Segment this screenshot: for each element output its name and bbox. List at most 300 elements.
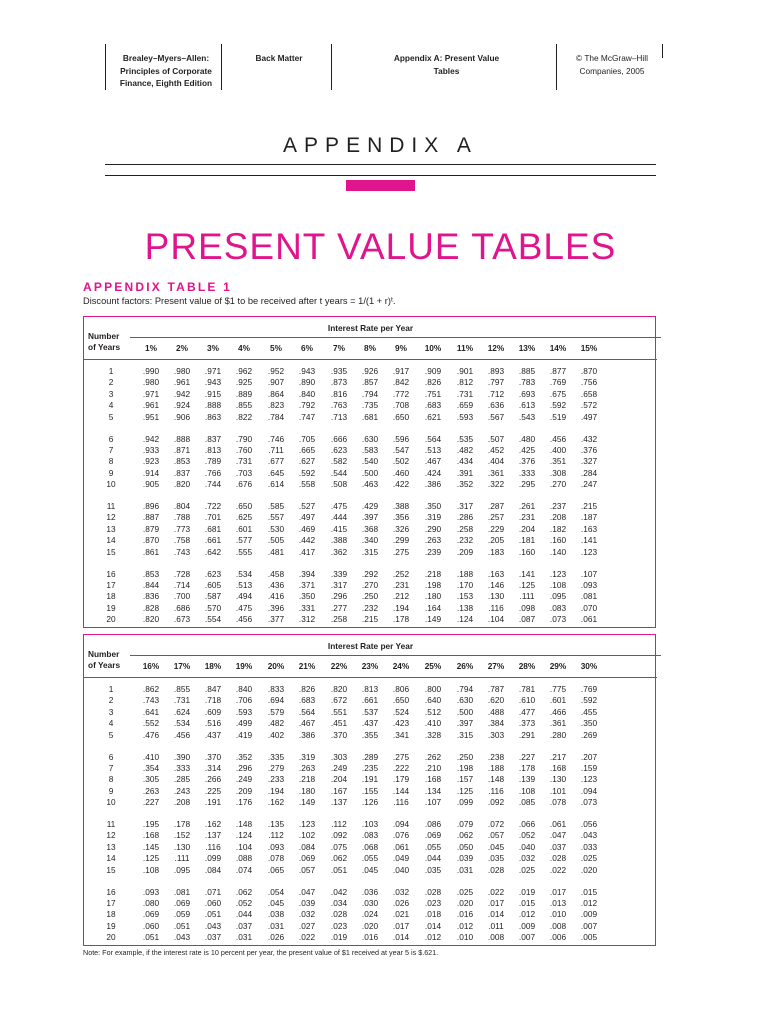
discount-factor-cell: .235 xyxy=(361,762,379,773)
discount-factor-cell: .718 xyxy=(204,695,222,706)
discount-factor-cell: .073 xyxy=(580,797,598,808)
discount-factor-cell: .870 xyxy=(580,366,598,376)
discount-factor-cell: .123 xyxy=(549,568,567,579)
discount-factor-cell: .341 xyxy=(392,729,410,740)
discount-factor-cell: .681 xyxy=(361,411,379,422)
discount-factor-cell: .209 xyxy=(235,785,253,796)
discount-factor-cell: .661 xyxy=(361,695,379,706)
discount-factor-cell: .317 xyxy=(330,579,348,590)
rate-column-header: 23% xyxy=(361,661,379,671)
rate-column-header: 29% xyxy=(549,661,567,671)
discount-factor-cell: .416 xyxy=(267,591,285,602)
discount-factor-cell: .467 xyxy=(298,718,316,729)
discount-factor-cell: .024 xyxy=(361,909,379,920)
discount-factor-cell: .116 xyxy=(488,602,504,613)
discount-factor-cell: .494 xyxy=(235,591,253,602)
discount-factor-cell: .423 xyxy=(392,718,410,729)
discount-factor-cell: .582 xyxy=(330,456,348,467)
discount-factor-cell: .751 xyxy=(424,388,442,399)
discount-factor-cell: .026 xyxy=(267,932,285,943)
discount-factor-cell: .621 xyxy=(424,411,442,422)
discount-factor-cell: .935 xyxy=(330,366,348,376)
year-label: 15 xyxy=(106,864,116,875)
discount-factor-cell: .141 xyxy=(580,535,598,546)
discount-factor-cell: .436 xyxy=(267,579,285,590)
discount-factor-cell: .007 xyxy=(518,932,536,943)
discount-factor-cell: .376 xyxy=(580,444,598,455)
discount-factor-cell: .705 xyxy=(298,433,316,444)
discount-factor-cell: .570 xyxy=(204,602,222,613)
discount-factor-cell: .080 xyxy=(142,897,160,908)
discount-factor-cell: .052 xyxy=(235,897,253,908)
discount-factor-cell: .962 xyxy=(235,366,253,376)
discount-factor-cell: .456 xyxy=(235,614,253,625)
discount-factor-cell: .800 xyxy=(424,684,442,694)
year-label: 11 xyxy=(106,819,116,829)
discount-factor-cell: .314 xyxy=(204,762,222,773)
discount-factor-cell: .076 xyxy=(392,830,410,841)
discount-factor-cell: .794 xyxy=(361,388,379,399)
discount-factor-cell: .497 xyxy=(298,512,316,523)
discount-factor-cell: .181 xyxy=(518,535,536,546)
discount-factor-cell: .286 xyxy=(456,512,474,523)
discount-factor-cell: .482 xyxy=(267,718,285,729)
discount-factor-cell: .102 xyxy=(298,830,316,841)
discount-factor-cell: .500 xyxy=(456,706,474,717)
discount-factor-cell: .456 xyxy=(549,433,567,444)
discount-factor-cell: .942 xyxy=(142,433,160,444)
discount-factor-cell: .794 xyxy=(456,684,474,694)
discount-factor-cell: .081 xyxy=(173,886,191,897)
discount-factor-cell: .437 xyxy=(361,718,379,729)
discount-factor-cell: .516 xyxy=(204,718,222,729)
discount-factor-cell: .873 xyxy=(330,377,348,388)
discount-factor-cell: .031 xyxy=(235,932,253,943)
discount-factor-cell: .140 xyxy=(549,546,567,557)
discount-factor-cell: .247 xyxy=(580,479,598,490)
discount-factor-cell: .025 xyxy=(518,864,536,875)
discount-factor-cell: .011 xyxy=(488,920,504,931)
discount-factor-cell: .016 xyxy=(361,932,379,943)
discount-factor-cell: .350 xyxy=(298,591,316,602)
discount-factor-cell: .700 xyxy=(173,591,191,602)
discount-factor-cell: .194 xyxy=(267,785,285,796)
year-label: 9 xyxy=(108,785,114,796)
discount-factor-cell: .191 xyxy=(204,797,222,808)
discount-factor-cell: .125 xyxy=(142,853,160,864)
discount-factor-cell: .530 xyxy=(267,523,285,534)
discount-factor-cell: .262 xyxy=(424,751,442,762)
discount-factor-cell: .354 xyxy=(142,762,160,773)
discount-factor-cell: .422 xyxy=(392,479,410,490)
interest-rate-header: Interest Rate per Year xyxy=(327,641,414,651)
discount-factor-cell: .601 xyxy=(549,695,567,706)
discount-factor-cell: .402 xyxy=(267,729,285,740)
discount-factor-cell: .039 xyxy=(298,897,316,908)
discount-factor-cell: .410 xyxy=(142,751,160,762)
discount-factor-cell: .386 xyxy=(424,479,442,490)
discount-factor-cell: .870 xyxy=(142,535,160,546)
year-label: 5 xyxy=(108,729,114,740)
discount-factor-cell: .864 xyxy=(267,388,285,399)
discount-factor-cell: .279 xyxy=(267,762,285,773)
discount-factor-cell: .095 xyxy=(173,864,191,875)
discount-factor-cell: .176 xyxy=(235,797,253,808)
discount-factor-cell: .044 xyxy=(235,909,253,920)
discount-factor-cell: .084 xyxy=(204,864,222,875)
discount-factor-cell: .855 xyxy=(173,684,191,694)
discount-factor-cell: .145 xyxy=(142,841,160,852)
discount-factor-cell: .069 xyxy=(424,830,442,841)
discount-factor-cell: .092 xyxy=(487,797,505,808)
discount-factor-cell: .397 xyxy=(456,718,474,729)
discount-factor-cell: .362 xyxy=(330,546,348,557)
year-label: 18 xyxy=(106,909,116,920)
discount-factor-cell: .467 xyxy=(424,456,442,467)
discount-factor-cell: .027 xyxy=(298,920,316,931)
discount-factor-cell: .641 xyxy=(142,706,160,717)
discount-factor-cell: .816 xyxy=(330,388,348,399)
year-label: 6 xyxy=(108,433,114,444)
discount-factor-cell: .231 xyxy=(392,579,410,590)
discount-factor-cell: .275 xyxy=(392,751,410,762)
discount-factor-cell: .049 xyxy=(392,853,410,864)
discount-factor-cell: .596 xyxy=(392,433,410,444)
discount-factor-cell: .317 xyxy=(456,501,474,511)
year-label: 12 xyxy=(106,830,116,841)
discount-factor-cell: .215 xyxy=(361,614,379,625)
year-label: 10 xyxy=(106,479,116,490)
discount-factor-cell: .157 xyxy=(456,774,474,785)
discount-factor-cell: .098 xyxy=(518,602,536,613)
discount-factor-cell: .014 xyxy=(487,909,505,920)
discount-factor-cell: .123 xyxy=(298,819,316,829)
discount-factor-cell: .813 xyxy=(204,444,222,455)
discount-factor-cell: .370 xyxy=(330,729,348,740)
year-label: 9 xyxy=(108,467,114,478)
discount-factor-cell: .083 xyxy=(549,602,567,613)
discount-factor-cell: .295 xyxy=(518,479,536,490)
discount-factor-cell: .249 xyxy=(235,774,253,785)
discount-factor-cell: .319 xyxy=(424,512,442,523)
discount-factor-cell: .784 xyxy=(267,411,285,422)
discount-factor-cell: .074 xyxy=(235,864,253,875)
discount-factor-cell: .925 xyxy=(235,377,253,388)
discount-factor-cell: .099 xyxy=(204,853,222,864)
year-label: 7 xyxy=(108,444,114,455)
discount-factor-cell: .555 xyxy=(235,546,253,557)
discount-factor-cell: .043 xyxy=(204,920,222,931)
discount-factor-cell: .624 xyxy=(173,706,191,717)
discount-factor-cell: .896 xyxy=(142,501,160,511)
discount-factor-cell: .499 xyxy=(235,718,253,729)
title-rule-bottom xyxy=(105,175,656,176)
discount-factor-cell: .351 xyxy=(549,456,567,467)
discount-table-1 xyxy=(83,316,656,628)
discount-factor-cell: .028 xyxy=(549,853,567,864)
discount-factor-cell: .056 xyxy=(580,819,598,829)
discount-factor-cell: .305 xyxy=(142,774,160,785)
year-label: 2 xyxy=(108,695,114,706)
discount-factor-cell: .713 xyxy=(330,411,348,422)
page-title: PRESENT VALUE TABLES xyxy=(144,226,617,267)
discount-factor-cell: .034 xyxy=(330,897,348,908)
discount-factor-cell: .218 xyxy=(424,568,442,579)
discount-factor-cell: .139 xyxy=(518,774,536,785)
discount-factor-cell: .303 xyxy=(330,751,348,762)
discount-factor-cell: .065 xyxy=(267,864,285,875)
discount-factor-cell: .263 xyxy=(298,762,316,773)
discount-factor-cell: .390 xyxy=(173,751,191,762)
discount-factor-cell: .951 xyxy=(142,411,160,422)
discount-factor-cell: .019 xyxy=(518,886,536,897)
discount-factor-cell: .215 xyxy=(580,501,598,511)
discount-factor-cell: .806 xyxy=(392,684,410,694)
discount-factor-cell: .512 xyxy=(424,706,442,717)
discount-factor-cell: .812 xyxy=(456,377,474,388)
rate-column-header: 20% xyxy=(267,661,285,671)
discount-factor-cell: .191 xyxy=(361,774,379,785)
discount-factor-cell: .703 xyxy=(235,467,253,478)
rate-column-header: 28% xyxy=(518,661,536,671)
discount-factor-cell: .789 xyxy=(204,456,222,467)
discount-factor-cell: .012 xyxy=(580,897,598,908)
discount-factor-cell: .237 xyxy=(549,501,567,511)
discount-factor-cell: .853 xyxy=(142,568,160,579)
discount-factor-cell: .820 xyxy=(330,684,348,694)
discount-factor-cell: .613 xyxy=(518,400,536,411)
discount-factor-cell: .879 xyxy=(142,523,160,534)
discount-factor-cell: .261 xyxy=(518,501,536,511)
year-label: 16 xyxy=(106,886,116,897)
rate-column-header: 27% xyxy=(487,661,505,671)
discount-factor-cell: .178 xyxy=(173,819,191,829)
discount-factor-cell: .863 xyxy=(204,411,222,422)
discount-factor-cell: .694 xyxy=(267,695,285,706)
discount-factor-cell: .069 xyxy=(173,897,191,908)
discount-factor-cell: .432 xyxy=(580,433,598,444)
discount-factor-cell: .871 xyxy=(173,444,191,455)
discount-factor-cell: .592 xyxy=(549,400,567,411)
discount-factor-cell: .847 xyxy=(204,684,222,694)
discount-factor-cell: .971 xyxy=(142,388,160,399)
discount-factor-cell: .456 xyxy=(173,729,191,740)
discount-factor-cell: .217 xyxy=(549,751,567,762)
discount-factor-cell: .227 xyxy=(142,797,160,808)
discount-factor-cell: .820 xyxy=(142,614,160,625)
discount-factor-cell: .567 xyxy=(487,411,505,422)
discount-factor-cell: .558 xyxy=(298,479,316,490)
discount-factor-cell: .650 xyxy=(235,501,253,511)
discount-factor-cell: .905 xyxy=(142,479,160,490)
discount-factor-cell: .039 xyxy=(456,853,474,864)
discount-factor-cell: .010 xyxy=(456,932,474,943)
discount-factor-cell: .083 xyxy=(361,830,379,841)
discount-factor-cell: .208 xyxy=(173,797,191,808)
discount-factor-cell: .909 xyxy=(424,366,442,376)
discount-factor-cell: .107 xyxy=(424,797,442,808)
discount-factor-cell: .094 xyxy=(392,819,410,829)
discount-factor-cell: .593 xyxy=(456,411,474,422)
discount-factor-cell: .712 xyxy=(487,388,505,399)
discount-factor-cell: .032 xyxy=(518,853,536,864)
discount-factor-cell: .630 xyxy=(361,433,379,444)
discount-factor-cell: .180 xyxy=(298,785,316,796)
discount-factor-cell: .327 xyxy=(580,456,598,467)
rate-column-header: 13% xyxy=(518,343,536,353)
year-label: 3 xyxy=(108,388,114,399)
discount-factor-cell: .543 xyxy=(518,411,536,422)
discount-factor-cell: .061 xyxy=(392,841,410,852)
discount-factor-cell: .686 xyxy=(173,602,191,613)
discount-factor-cell: .280 xyxy=(549,729,567,740)
year-label: 7 xyxy=(108,762,114,773)
discount-factor-cell: .747 xyxy=(298,411,316,422)
year-label: 20 xyxy=(106,932,116,943)
discount-factor-cell: .204 xyxy=(330,774,348,785)
rate-column-header: 8% xyxy=(364,343,376,353)
discount-factor-cell: .388 xyxy=(330,535,348,546)
discount-factor-cell: .108 xyxy=(518,785,536,796)
discount-factor-cell: .232 xyxy=(456,535,474,546)
discount-factor-cell: .062 xyxy=(330,853,348,864)
discount-factor-cell: .552 xyxy=(142,718,160,729)
discount-factor-cell: .513 xyxy=(424,444,442,455)
discount-factor-cell: .463 xyxy=(361,479,379,490)
discount-factor-cell: .233 xyxy=(267,774,285,785)
discount-factor-cell: .148 xyxy=(487,774,505,785)
discount-factor-cell: .204 xyxy=(518,523,536,534)
discount-factor-cell: .609 xyxy=(204,706,222,717)
discount-factor-cell: .017 xyxy=(487,897,505,908)
discount-factor-cell: .104 xyxy=(235,841,253,852)
discount-factor-cell: .209 xyxy=(456,546,474,557)
discount-factor-cell: .108 xyxy=(549,579,567,590)
discount-factor-cell: .924 xyxy=(173,400,191,411)
discount-factor-cell: .250 xyxy=(456,751,474,762)
discount-factor-cell: .135 xyxy=(267,819,285,829)
discount-factor-cell: .731 xyxy=(235,456,253,467)
discount-factor-cell: .711 xyxy=(268,444,284,455)
discount-factor-cell: .564 xyxy=(424,433,442,444)
rate-column-header: 16% xyxy=(142,661,160,671)
discount-factor-cell: .636 xyxy=(487,400,505,411)
discount-factor-cell: .434 xyxy=(456,456,474,467)
discount-factor-cell: .620 xyxy=(487,695,505,706)
discount-factor-cell: .731 xyxy=(456,388,474,399)
discount-factor-cell: .061 xyxy=(549,819,567,829)
header-copyright: © The McGraw–Hill Companies, 2005 xyxy=(556,44,662,90)
discount-factor-cell: .243 xyxy=(173,785,191,796)
discount-factor-cell: .361 xyxy=(487,467,505,478)
discount-factor-cell: .836 xyxy=(142,591,160,602)
discount-factor-cell: .455 xyxy=(580,706,598,717)
discount-factor-cell: .887 xyxy=(142,512,160,523)
discount-factor-cell: .658 xyxy=(580,388,598,399)
discount-factor-cell: .277 xyxy=(330,602,348,613)
discount-factor-cell: .943 xyxy=(204,377,222,388)
discount-factor-cell: .249 xyxy=(330,762,348,773)
discount-factor-cell: .661 xyxy=(204,535,222,546)
discount-factor-cell: .291 xyxy=(518,729,536,740)
discount-factor-cell: .683 xyxy=(298,695,316,706)
discount-factor-cell: .047 xyxy=(298,886,316,897)
discount-factor-cell: .458 xyxy=(267,568,285,579)
discount-factor-cell: .772 xyxy=(392,388,410,399)
discount-factor-cell: .701 xyxy=(204,512,222,523)
discount-factor-cell: .579 xyxy=(267,706,285,717)
discount-factor-cell: .592 xyxy=(298,467,316,478)
discount-factor-cell: .356 xyxy=(392,512,410,523)
year-label: 4 xyxy=(108,718,114,729)
discount-factor-cell: .195 xyxy=(142,819,160,829)
discount-factor-cell: .980 xyxy=(142,377,160,388)
discount-factor-cell: .020 xyxy=(361,920,379,931)
discount-factor-cell: .232 xyxy=(361,602,379,613)
discount-factor-cell: .025 xyxy=(456,886,474,897)
discount-factor-cell: .853 xyxy=(173,456,191,467)
discount-factor-cell: .315 xyxy=(456,729,474,740)
accent-bar xyxy=(346,180,415,191)
discount-factor-cell: .116 xyxy=(488,785,504,796)
discount-factor-cell: .564 xyxy=(298,706,316,717)
discount-factor-cell: .289 xyxy=(361,751,379,762)
year-label: 8 xyxy=(108,456,114,467)
discount-factor-cell: .592 xyxy=(580,695,598,706)
discount-factor-cell: .482 xyxy=(456,444,474,455)
year-label: 18 xyxy=(106,591,116,602)
discount-factor-cell: .368 xyxy=(361,523,379,534)
discount-factor-cell: .333 xyxy=(518,467,536,478)
header-chapter: Appendix A: Present Value Tables xyxy=(331,44,556,90)
discount-factor-cell: .017 xyxy=(549,886,567,897)
discount-factor-cell: .028 xyxy=(330,909,348,920)
discount-factor-cell: .961 xyxy=(142,400,160,411)
discount-factor-cell: .028 xyxy=(487,864,505,875)
discount-factor-cell: .601 xyxy=(235,523,253,534)
discount-factor-cell: .032 xyxy=(298,909,316,920)
running-header xyxy=(105,44,662,90)
discount-factor-cell: .037 xyxy=(549,841,567,852)
discount-factor-cell: .683 xyxy=(424,400,442,411)
discount-factor-cell: .033 xyxy=(580,841,598,852)
discount-factor-cell: .673 xyxy=(173,614,191,625)
year-label: 19 xyxy=(106,602,116,613)
year-label: 17 xyxy=(106,579,116,590)
year-label: 16 xyxy=(106,568,116,579)
discount-factor-cell: .079 xyxy=(456,819,474,829)
discount-factor-cell: .270 xyxy=(549,479,567,490)
discount-factor-cell: .340 xyxy=(361,535,379,546)
discount-factor-cell: .888 xyxy=(173,433,191,444)
discount-factor-cell: .290 xyxy=(424,523,442,534)
discount-factor-cell: .017 xyxy=(392,920,410,931)
discount-factor-cell: .508 xyxy=(330,479,348,490)
year-label: 5 xyxy=(108,411,114,422)
discount-factor-cell: .466 xyxy=(549,706,567,717)
discount-factor-cell: .040 xyxy=(518,841,536,852)
rate-column-header: 12% xyxy=(487,343,505,353)
discount-factor-cell: .500 xyxy=(361,467,379,478)
discount-factor-cell: .009 xyxy=(580,909,598,920)
rate-column-header: 2% xyxy=(176,343,188,353)
discount-factor-cell: .480 xyxy=(518,433,536,444)
discount-factor-cell: .371 xyxy=(298,579,316,590)
discount-factor-cell: .116 xyxy=(205,841,221,852)
discount-factor-cell: .743 xyxy=(173,546,191,557)
discount-factor-cell: .084 xyxy=(298,841,316,852)
discount-factor-cell: .890 xyxy=(298,377,316,388)
